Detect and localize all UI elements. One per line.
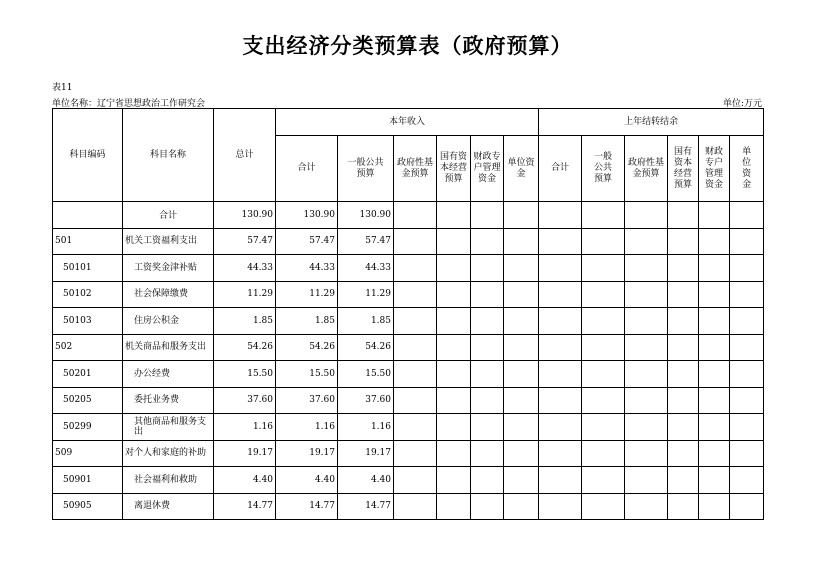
cell-code: 502: [53, 334, 123, 361]
cell-name: 其他商品和服务支出: [123, 414, 214, 441]
cell-empty: [582, 281, 625, 308]
cell-empty: [668, 255, 699, 282]
cell-empty: [437, 308, 471, 335]
table-row: [53, 255, 764, 282]
table-row: [53, 387, 764, 414]
cell-empty: [394, 361, 437, 388]
cell-code: 50901: [53, 467, 123, 494]
header-total: 总计: [214, 109, 276, 202]
cell-total: 37.60: [214, 387, 276, 414]
cell-sum: 14.77: [276, 493, 338, 520]
cell-empty: [699, 440, 730, 467]
cell-empty: [625, 361, 668, 388]
cell-empty: [699, 387, 730, 414]
cell-empty: [582, 467, 625, 494]
cell-sum: 4.40: [276, 467, 338, 494]
cell-total: 57.47: [214, 228, 276, 255]
cell-name: 对个人和家庭的补助: [123, 440, 214, 467]
cell-empty: [668, 308, 699, 335]
cell-total: 15.50: [214, 361, 276, 388]
cell-empty: [437, 255, 471, 282]
cell-total: 44.33: [214, 255, 276, 282]
cell-general-budget: 4.40: [338, 467, 394, 494]
cell-empty: [504, 414, 539, 441]
cell-empty: [730, 202, 764, 229]
cell-name: 合计: [123, 202, 214, 229]
table-row: [53, 467, 764, 494]
cell-code: 50101: [53, 255, 123, 282]
cell-empty: [539, 467, 582, 494]
cell-empty: [394, 281, 437, 308]
cell-total: 11.29: [214, 281, 276, 308]
cell-empty: [394, 387, 437, 414]
cell-code: 50299: [53, 414, 123, 441]
cell-empty: [625, 440, 668, 467]
cell-name: 委托业务费: [123, 387, 214, 414]
cell-empty: [471, 387, 504, 414]
cell-total: 54.26: [214, 334, 276, 361]
cell-empty: [504, 308, 539, 335]
cell-empty: [699, 467, 730, 494]
table-row: [53, 361, 764, 388]
cell-general-budget: 11.29: [338, 281, 394, 308]
cell-empty: [437, 467, 471, 494]
cell-empty: [504, 387, 539, 414]
cell-empty: [504, 255, 539, 282]
header-sum: 合计: [276, 136, 338, 202]
cell-name: 机关工资福利支出: [123, 228, 214, 255]
cell-code: 50102: [53, 281, 123, 308]
cell-empty: [730, 440, 764, 467]
cell-total: 130.90: [214, 202, 276, 229]
cell-empty: [394, 493, 437, 520]
cell-empty: [699, 228, 730, 255]
cell-empty: [668, 334, 699, 361]
cell-empty: [668, 281, 699, 308]
cell-empty: [394, 467, 437, 494]
cell-empty: [471, 228, 504, 255]
cell-empty: [471, 334, 504, 361]
cell-empty: [625, 387, 668, 414]
cell-empty: [504, 361, 539, 388]
header-prior-sum: 合计: [539, 136, 582, 202]
cell-empty: [730, 334, 764, 361]
table-number: 表11: [52, 83, 73, 93]
header-general-budget: 一般公共预算: [338, 136, 394, 202]
header-current-income: 本年收入: [276, 109, 539, 136]
cell-empty: [730, 387, 764, 414]
cell-empty: [394, 308, 437, 335]
cell-empty: [539, 493, 582, 520]
cell-empty: [437, 414, 471, 441]
cell-empty: [539, 308, 582, 335]
cell-general-budget: 44.33: [338, 255, 394, 282]
cell-empty: [437, 334, 471, 361]
cell-empty: [394, 414, 437, 441]
cell-empty: [471, 493, 504, 520]
cell-code: 50103: [53, 308, 123, 335]
cell-empty: [582, 361, 625, 388]
cell-sum: 54.26: [276, 334, 338, 361]
cell-empty: [668, 493, 699, 520]
cell-empty: [625, 202, 668, 229]
cell-empty: [699, 281, 730, 308]
cell-empty: [394, 440, 437, 467]
cell-general-budget: 130.90: [338, 202, 394, 229]
cell-empty: [504, 440, 539, 467]
cell-empty: [625, 334, 668, 361]
cell-empty: [730, 493, 764, 520]
cell-code: [53, 202, 123, 229]
cell-empty: [539, 387, 582, 414]
cell-sum: 1.85: [276, 308, 338, 335]
header-prior-general: 一般公共预算: [582, 136, 625, 202]
cell-name: 机关商品和服务支出: [123, 334, 214, 361]
cell-sum: 57.47: [276, 228, 338, 255]
header-name: 科目名称: [123, 109, 214, 202]
cell-empty: [625, 228, 668, 255]
cell-empty: [582, 228, 625, 255]
cell-empty: [668, 228, 699, 255]
cell-empty: [539, 202, 582, 229]
cell-empty: [539, 361, 582, 388]
cell-empty: [625, 281, 668, 308]
cell-empty: [471, 308, 504, 335]
cell-name: 离退休费: [123, 493, 214, 520]
cell-total: 19.17: [214, 440, 276, 467]
cell-empty: [539, 281, 582, 308]
cell-empty: [625, 255, 668, 282]
table-row: [53, 202, 764, 229]
table-row: [53, 228, 764, 255]
cell-empty: [504, 228, 539, 255]
cell-empty: [504, 334, 539, 361]
header-fund-budget: 政府性基金预算: [394, 136, 437, 202]
cell-empty: [668, 387, 699, 414]
cell-empty: [625, 467, 668, 494]
cell-empty: [668, 414, 699, 441]
cell-total: 1.85: [214, 308, 276, 335]
cell-empty: [394, 202, 437, 229]
cell-empty: [437, 202, 471, 229]
table-row: [53, 493, 764, 520]
table-row: [53, 308, 764, 335]
cell-empty: [730, 467, 764, 494]
cell-code: 501: [53, 228, 123, 255]
table-row: [53, 440, 764, 467]
cell-empty: [582, 334, 625, 361]
cell-sum: 11.29: [276, 281, 338, 308]
cell-empty: [730, 308, 764, 335]
cell-sum: 37.60: [276, 387, 338, 414]
cell-name: 社会保障缴费: [123, 281, 214, 308]
cell-empty: [668, 202, 699, 229]
cell-general-budget: 37.60: [338, 387, 394, 414]
cell-empty: [437, 493, 471, 520]
header-prior-unit: 单位资金: [730, 136, 764, 202]
cell-empty: [730, 414, 764, 441]
cell-empty: [730, 281, 764, 308]
cell-sum: 130.90: [276, 202, 338, 229]
cell-empty: [699, 493, 730, 520]
cell-empty: [699, 255, 730, 282]
cell-general-budget: 14.77: [338, 493, 394, 520]
cell-empty: [582, 387, 625, 414]
cell-empty: [699, 334, 730, 361]
cell-code: 50201: [53, 361, 123, 388]
header-code: 科目编码: [53, 109, 123, 202]
cell-empty: [668, 467, 699, 494]
cell-name: 办公经费: [123, 361, 214, 388]
cell-empty: [504, 281, 539, 308]
cell-empty: [437, 440, 471, 467]
cell-empty: [699, 202, 730, 229]
header-prior-capital: 国有资本经营预算: [668, 136, 699, 202]
cell-empty: [471, 440, 504, 467]
cell-empty: [504, 467, 539, 494]
cell-general-budget: 1.85: [338, 308, 394, 335]
cell-empty: [539, 228, 582, 255]
table-row: [53, 414, 764, 441]
cell-empty: [471, 202, 504, 229]
cell-empty: [730, 255, 764, 282]
cell-empty: [582, 414, 625, 441]
cell-empty: [471, 467, 504, 494]
cell-empty: [471, 255, 504, 282]
cell-empty: [504, 202, 539, 229]
cell-empty: [471, 414, 504, 441]
cell-empty: [625, 414, 668, 441]
cell-empty: [582, 493, 625, 520]
header-prior-carryover: 上年结转结余: [539, 109, 764, 136]
cell-empty: [582, 255, 625, 282]
cell-empty: [699, 414, 730, 441]
cell-empty: [730, 228, 764, 255]
cell-general-budget: 57.47: [338, 228, 394, 255]
cell-empty: [699, 361, 730, 388]
cell-empty: [582, 308, 625, 335]
cell-empty: [437, 281, 471, 308]
cell-general-budget: 19.17: [338, 440, 394, 467]
currency-unit: 单位:万元: [722, 99, 762, 109]
cell-code: 509: [53, 440, 123, 467]
header-prior-special: 财政专户管理资金: [699, 136, 730, 202]
cell-sum: 44.33: [276, 255, 338, 282]
cell-empty: [668, 361, 699, 388]
cell-empty: [625, 308, 668, 335]
cell-empty: [582, 440, 625, 467]
header-unit-funds: 单位资金: [504, 136, 539, 202]
cell-name: 住房公积金: [123, 308, 214, 335]
cell-empty: [394, 334, 437, 361]
page-title: 支出经济分类预算表（政府预算）: [242, 33, 573, 58]
cell-empty: [437, 361, 471, 388]
cell-total: 1.16: [214, 414, 276, 441]
cell-empty: [539, 414, 582, 441]
cell-empty: [394, 228, 437, 255]
cell-code: 50905: [53, 493, 123, 520]
cell-empty: [539, 255, 582, 282]
cell-general-budget: 54.26: [338, 334, 394, 361]
cell-name: 社会福利和救助: [123, 467, 214, 494]
cell-sum: 19.17: [276, 440, 338, 467]
cell-sum: 15.50: [276, 361, 338, 388]
table-row: [53, 334, 764, 361]
cell-code: 50205: [53, 387, 123, 414]
header-special-account: 财政专户管理资金: [471, 136, 504, 202]
header-state-capital: 国有资本经营预算: [437, 136, 471, 202]
cell-name: 工资奖金津补贴: [123, 255, 214, 282]
header-prior-fund: 政府性基金预算: [625, 136, 668, 202]
cell-general-budget: 15.50: [338, 361, 394, 388]
table-row: [53, 281, 764, 308]
cell-empty: [394, 255, 437, 282]
cell-empty: [471, 281, 504, 308]
cell-empty: [625, 493, 668, 520]
cell-general-budget: 1.16: [338, 414, 394, 441]
cell-empty: [582, 202, 625, 229]
cell-total: 14.77: [214, 493, 276, 520]
unit-name: 单位名称：辽宁省思想政治工作研究会: [52, 99, 206, 109]
cell-empty: [539, 334, 582, 361]
cell-empty: [437, 228, 471, 255]
cell-empty: [699, 308, 730, 335]
cell-empty: [504, 493, 539, 520]
cell-sum: 1.16: [276, 414, 338, 441]
cell-empty: [668, 440, 699, 467]
cell-empty: [539, 440, 582, 467]
cell-total: 4.40: [214, 467, 276, 494]
cell-empty: [730, 361, 764, 388]
budget-table: [52, 108, 764, 520]
cell-empty: [437, 387, 471, 414]
cell-empty: [471, 361, 504, 388]
